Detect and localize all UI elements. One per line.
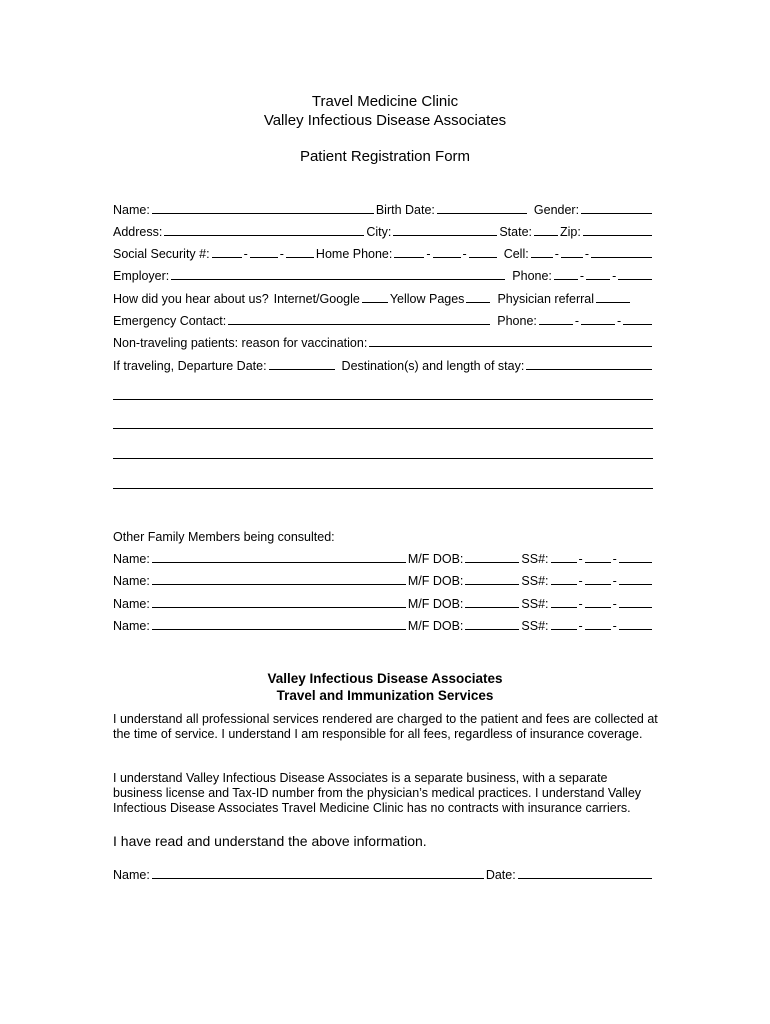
emergency-contact-label: Emergency Contact: <box>113 314 227 328</box>
referral-source-row <box>113 288 654 306</box>
family-ss-field-1[interactable] <box>551 562 577 563</box>
dash: - <box>243 247 248 261</box>
emergency-phone-field-1[interactable] <box>539 324 573 325</box>
dash: - <box>612 552 617 566</box>
destination-line-1[interactable] <box>113 399 653 400</box>
ssn-field-1[interactable] <box>212 257 242 258</box>
dash: - <box>612 269 617 283</box>
internet-option-field[interactable] <box>362 302 388 303</box>
emergency-contact-row <box>113 310 654 328</box>
acknowledgement-text: I have read and understand the above information. <box>113 833 427 849</box>
signature-date-label: Date: <box>485 868 516 882</box>
signature-date-field[interactable] <box>518 878 652 879</box>
ssn-label: Social Security #: <box>113 247 210 261</box>
family-member-row <box>113 548 654 566</box>
family-name-field[interactable] <box>152 607 406 608</box>
dash: - <box>617 314 622 328</box>
emergency-phone-label: Phone: <box>497 314 537 328</box>
home-phone-field-2[interactable] <box>433 257 461 258</box>
family-ss-field-2[interactable] <box>585 629 611 630</box>
address-row <box>113 221 654 239</box>
name-field[interactable] <box>152 213 374 214</box>
dash: - <box>426 247 431 261</box>
family-heading: Other Family Members being consulted: <box>113 530 335 544</box>
address-field[interactable] <box>164 235 364 236</box>
departure-date-field[interactable] <box>269 369 335 370</box>
state-field[interactable] <box>534 235 558 236</box>
family-ss-field-2[interactable] <box>585 562 611 563</box>
family-mf-dob-label: M/F DOB: <box>407 619 464 633</box>
cell-label: Cell: <box>503 247 529 261</box>
employer-row <box>113 265 654 283</box>
employer-phone-field-1[interactable] <box>554 279 578 280</box>
city-field[interactable] <box>393 235 497 236</box>
home-phone-label: Home Phone: <box>315 247 393 261</box>
cell-field-3[interactable] <box>591 257 652 258</box>
family-ss-field-2[interactable] <box>585 607 611 608</box>
family-ss-field-1[interactable] <box>551 607 577 608</box>
family-ss-field-3[interactable] <box>619 607 652 608</box>
dash: - <box>579 269 585 283</box>
dash: - <box>584 247 590 261</box>
policy-title-line1: Valley Infectious Disease Associates <box>267 671 503 686</box>
family-heading-row <box>113 526 654 544</box>
family-mf-dob-label: M/F DOB: <box>407 574 464 588</box>
vaccination-reason-field[interactable] <box>369 346 652 347</box>
employer-phone-field-3[interactable] <box>618 279 652 280</box>
dash: - <box>279 247 284 261</box>
employer-phone-label: Phone: <box>512 269 552 283</box>
family-ss-field-3[interactable] <box>619 562 652 563</box>
address-label: Address: <box>113 225 163 239</box>
employer-field[interactable] <box>171 279 505 280</box>
destination-field[interactable] <box>526 369 652 370</box>
family-dob-field[interactable] <box>465 584 519 585</box>
ssn-field-2[interactable] <box>250 257 278 258</box>
family-mf-dob-label: M/F DOB: <box>407 552 464 566</box>
form-title: Patient Registration Form <box>299 148 471 165</box>
family-ss-field-1[interactable] <box>551 629 577 630</box>
employer-label: Employer: <box>113 269 170 283</box>
family-name-field[interactable] <box>152 562 406 563</box>
birth-date-label: Birth Date: <box>375 203 435 217</box>
ssn-phone-row <box>113 243 654 261</box>
dash: - <box>612 619 617 633</box>
dash: - <box>612 574 617 588</box>
non-traveling-label: Non-traveling patients: reason for vaccination: <box>113 336 368 350</box>
family-name-label: Name: <box>113 552 150 566</box>
gender-label: Gender: <box>533 203 580 217</box>
policy-title-line2: Travel and Immunization Services <box>276 688 494 703</box>
family-name-label: Name: <box>113 574 150 588</box>
policy-paragraph-1: I understand all professional services rendered are charged to the patient and fees are collected at the time of service. I understand I am responsible for all fees, regardless of insurance coverage. <box>113 712 658 741</box>
family-ss-field-3[interactable] <box>619 584 652 585</box>
family-ss-label: SS#: <box>521 552 549 566</box>
zip-field[interactable] <box>583 235 652 236</box>
destination-line-3[interactable] <box>113 458 653 459</box>
family-dob-field[interactable] <box>465 607 519 608</box>
destination-line-2[interactable] <box>113 428 653 429</box>
dash: - <box>462 247 467 261</box>
family-dob-field[interactable] <box>465 629 519 630</box>
family-name-field[interactable] <box>152 629 406 630</box>
dash: - <box>578 597 583 611</box>
cell-field-1[interactable] <box>531 257 553 258</box>
emergency-phone-field-3[interactable] <box>623 324 652 325</box>
departure-date-label: If traveling, Departure Date: <box>113 359 267 373</box>
city-label: City: <box>366 225 392 239</box>
state-label: State: <box>499 225 533 239</box>
home-phone-field-1[interactable] <box>394 257 424 258</box>
name-label: Name: <box>113 203 150 217</box>
physician-referral-option-field[interactable] <box>596 302 630 303</box>
travel-row <box>113 355 654 373</box>
internet-option-label: Internet/Google <box>273 292 360 306</box>
family-member-row <box>113 570 654 588</box>
zip-label: Zip: <box>560 225 581 239</box>
signature-name-field[interactable] <box>152 878 484 879</box>
dash: - <box>554 247 559 261</box>
family-ss-label: SS#: <box>521 597 549 611</box>
employer-phone-field-2[interactable] <box>586 279 610 280</box>
family-name-label: Name: <box>113 597 150 611</box>
dash: - <box>578 619 583 633</box>
emergency-phone-field-2[interactable] <box>581 324 615 325</box>
cell-field-2[interactable] <box>561 257 583 258</box>
home-phone-field-3[interactable] <box>469 257 497 258</box>
family-ss-field-3[interactable] <box>619 629 652 630</box>
destination-line-4[interactable] <box>113 488 653 489</box>
clinic-name: Travel Medicine Clinic <box>311 93 459 110</box>
ssn-field-3[interactable] <box>286 257 314 258</box>
birth-date-field[interactable] <box>437 213 527 214</box>
organization-name: Valley Infectious Disease Associates <box>263 112 507 129</box>
family-member-row <box>113 593 654 611</box>
name-birth-gender-row <box>113 199 654 217</box>
family-ss-label: SS#: <box>521 619 549 633</box>
signature-name-label: Name: <box>113 868 150 882</box>
destination-label: Destination(s) and length of stay: <box>341 359 525 373</box>
family-ss-field-2[interactable] <box>585 584 611 585</box>
dash: - <box>612 597 617 611</box>
family-dob-field[interactable] <box>465 562 519 563</box>
family-name-field[interactable] <box>152 584 406 585</box>
gender-field[interactable] <box>581 213 652 214</box>
physician-referral-option-label: Physician referral <box>497 292 595 306</box>
policy-paragraph-2: I understand Valley Infectious Disease Associates is a separate business, with a separate business license and Tax-ID number from the physician’s medical practices. I understand Valley Infectious Disease Associates Travel Medicine Clinic has no contracts with insurance carriers. <box>113 771 642 815</box>
emergency-contact-field[interactable] <box>228 324 490 325</box>
family-ss-field-1[interactable] <box>551 584 577 585</box>
non-traveling-row <box>113 332 654 350</box>
dash: - <box>574 314 580 328</box>
signature-row <box>113 864 654 882</box>
yellow-pages-option-label: Yellow Pages <box>389 292 465 306</box>
yellow-pages-option-field[interactable] <box>466 302 490 303</box>
family-mf-dob-label: M/F DOB: <box>407 597 464 611</box>
family-name-label: Name: <box>113 619 150 633</box>
dash: - <box>578 552 583 566</box>
dash: - <box>578 574 583 588</box>
hear-label: How did you hear about us? <box>113 292 269 306</box>
family-member-row <box>113 615 654 633</box>
family-ss-label: SS#: <box>521 574 549 588</box>
